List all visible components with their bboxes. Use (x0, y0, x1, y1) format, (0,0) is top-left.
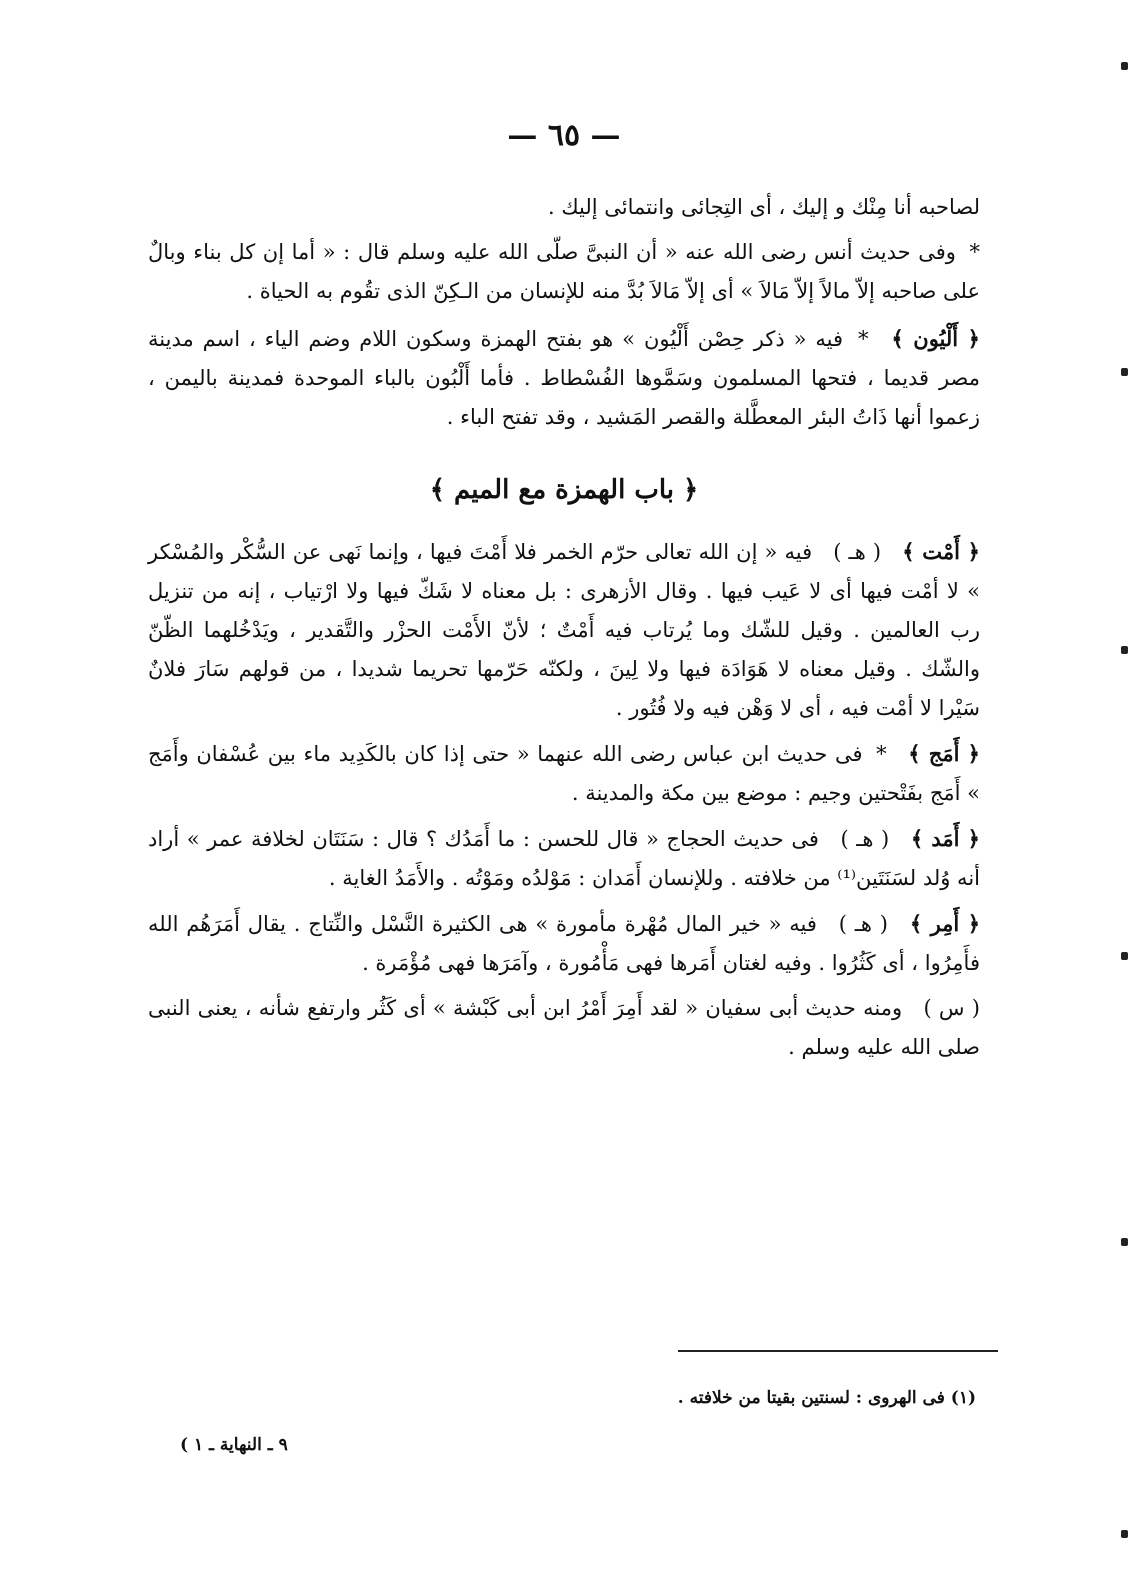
source-tag: ( هـ ) (838, 912, 888, 936)
entry-amaj (148, 734, 980, 813)
source-tag: ( هـ ) (840, 827, 890, 851)
edge-mark (1121, 646, 1128, 654)
paragraph-text: وفى حديث أنس رضى الله عنه « أن النبىَّ صلّى الله عليه وسلم قال : « أما إن كل بناء وبالٌ على صاحبه إلاّ مالاً إلاّ مَالاَ » أى إلاّ مَالاَ بُدَّ منه للإنسان من الـكِنّ الذى تقُوم به الحياة . (148, 240, 980, 303)
entry-alyun (148, 319, 980, 437)
edge-mark (1121, 952, 1128, 960)
footnote: (١) فى الهروى : لسنتين بقيتا من خلافته . (677, 1388, 976, 1408)
edge-mark (1121, 1530, 1128, 1538)
entry-text: فى حديث ابن عباس رضى الله عنهما « حتى إذا كان بالكَدِيد ماء بين عُسْفان وأَمَج » أَمَج بفَتْحتين وجيم : موضع بين مكة والمدينة . (148, 742, 980, 805)
footnote-divider (678, 1350, 998, 1352)
section-heading: ﴿ باب الهمزة مع الميم ﴾ (429, 475, 699, 505)
entry-headword: ﴿ أَمْت ﴾ (902, 539, 980, 564)
edge-mark (1121, 368, 1128, 376)
paragraph-text: لصاحبه أنا مِنْك و إليك ، أى التِجائى وانتمائى إليك . (547, 195, 980, 219)
page-number: — ٦٥ — (507, 118, 621, 153)
edge-mark (1121, 62, 1128, 70)
paragraph (148, 233, 980, 311)
entry-text: فيه « إن الله تعالى حرّم الخمر فلا أَمْتَ فيها ، وإنما نَهى عن السُّكْر والمُسْكر » لا أمْت فيها أى لا عَيب فيها . وقال الأزهرى : بل معناه لا شَكّ فيها ولا ارْتياب ، إنه من تنزيل رب العالمين . وقيل للشّك وما يُرتاب فيه أَمْتٌ ؛ لأنّ الأَمْت الحزْر والتَّقدير ، ويَدْخُلهما الظّنّ والشّك . وقيل معناه لا هَوَادَة فيها ولا لِينَ ، ولكنّه حَرّمها تحريما شديدا ، من قولهم سَارَ فلانٌ سَيْرا لا أمْت فيه ، أى لا وَهْن فيه ولا فُتُور . (148, 540, 980, 720)
entry-text: ومنه حديث أبى سفيان « لقد أَمِرَ أَمْرُ ابن أبى كَبْشة » أى كَثُر وارتفع شأنه ، يعنى النبى صلى الله عليه وسلم . (148, 996, 980, 1059)
entry-amt (148, 532, 980, 728)
entry-text: فيه « خير المال مُهْرة مأمورة » هى الكثيرة النَّسْل والنِّتاج . يقال أَمَرَهُم الله فأَمِرُوا ، أى كَثُرُوا . وفيه لغتان أَمَرها فهى مَأْمُورة ، وآمَرَها فهى مُؤْمَرة . (148, 912, 980, 975)
entry-headword: ﴿ أَمَج ﴾ (908, 741, 980, 766)
source-tag: ( هـ ) (833, 540, 882, 564)
entry-text: فيه « ذكر حِصْن أَلْيُون » هو بفتح الهمزة وسكون اللام وضم الياء ، اسم مدينة مصر قديما ، فتحها المسلمون وسَمَّوها الفُسْطاط . فأما أَلْبُون بالباء الموحدة فمدينة باليمن ، زعموا أنها ذَاتُ البئر المعطَّلة والقصر المَشيد ، وقد تفتح الباء . (148, 327, 980, 429)
star-marker: * (876, 742, 887, 766)
signature-mark: ٩ ـ النهاية ـ ١ ) (180, 1435, 288, 1455)
star-marker: * (969, 240, 981, 264)
paragraph (148, 188, 980, 227)
star-marker: * (857, 327, 869, 351)
entry-headword: ﴿ أَلْيُون ﴾ (891, 326, 980, 351)
entry-headword: ﴿ أَمِر ﴾ (909, 911, 981, 936)
entry-text: فى حديث الحجاج « قال للحسن : ما أَمَدُك ؟ قال : سَنَتَان لخلافة عمر » أراد أنه وُلد لسَنَتَين⁽¹⁾ من خلافته . وللإنسان أَمَدان : مَوْلدُه ومَوْتُه . والأَمَدُ الغاية . (148, 827, 980, 890)
entry-amir-sub (148, 989, 980, 1067)
entry-amad (148, 819, 980, 898)
entry-amir (148, 904, 980, 983)
entry-headword: ﴿ أَمَد ﴾ (910, 826, 980, 851)
edge-mark (1121, 1238, 1128, 1246)
source-tag: ( س ) (923, 996, 980, 1020)
main-text (148, 188, 980, 1073)
